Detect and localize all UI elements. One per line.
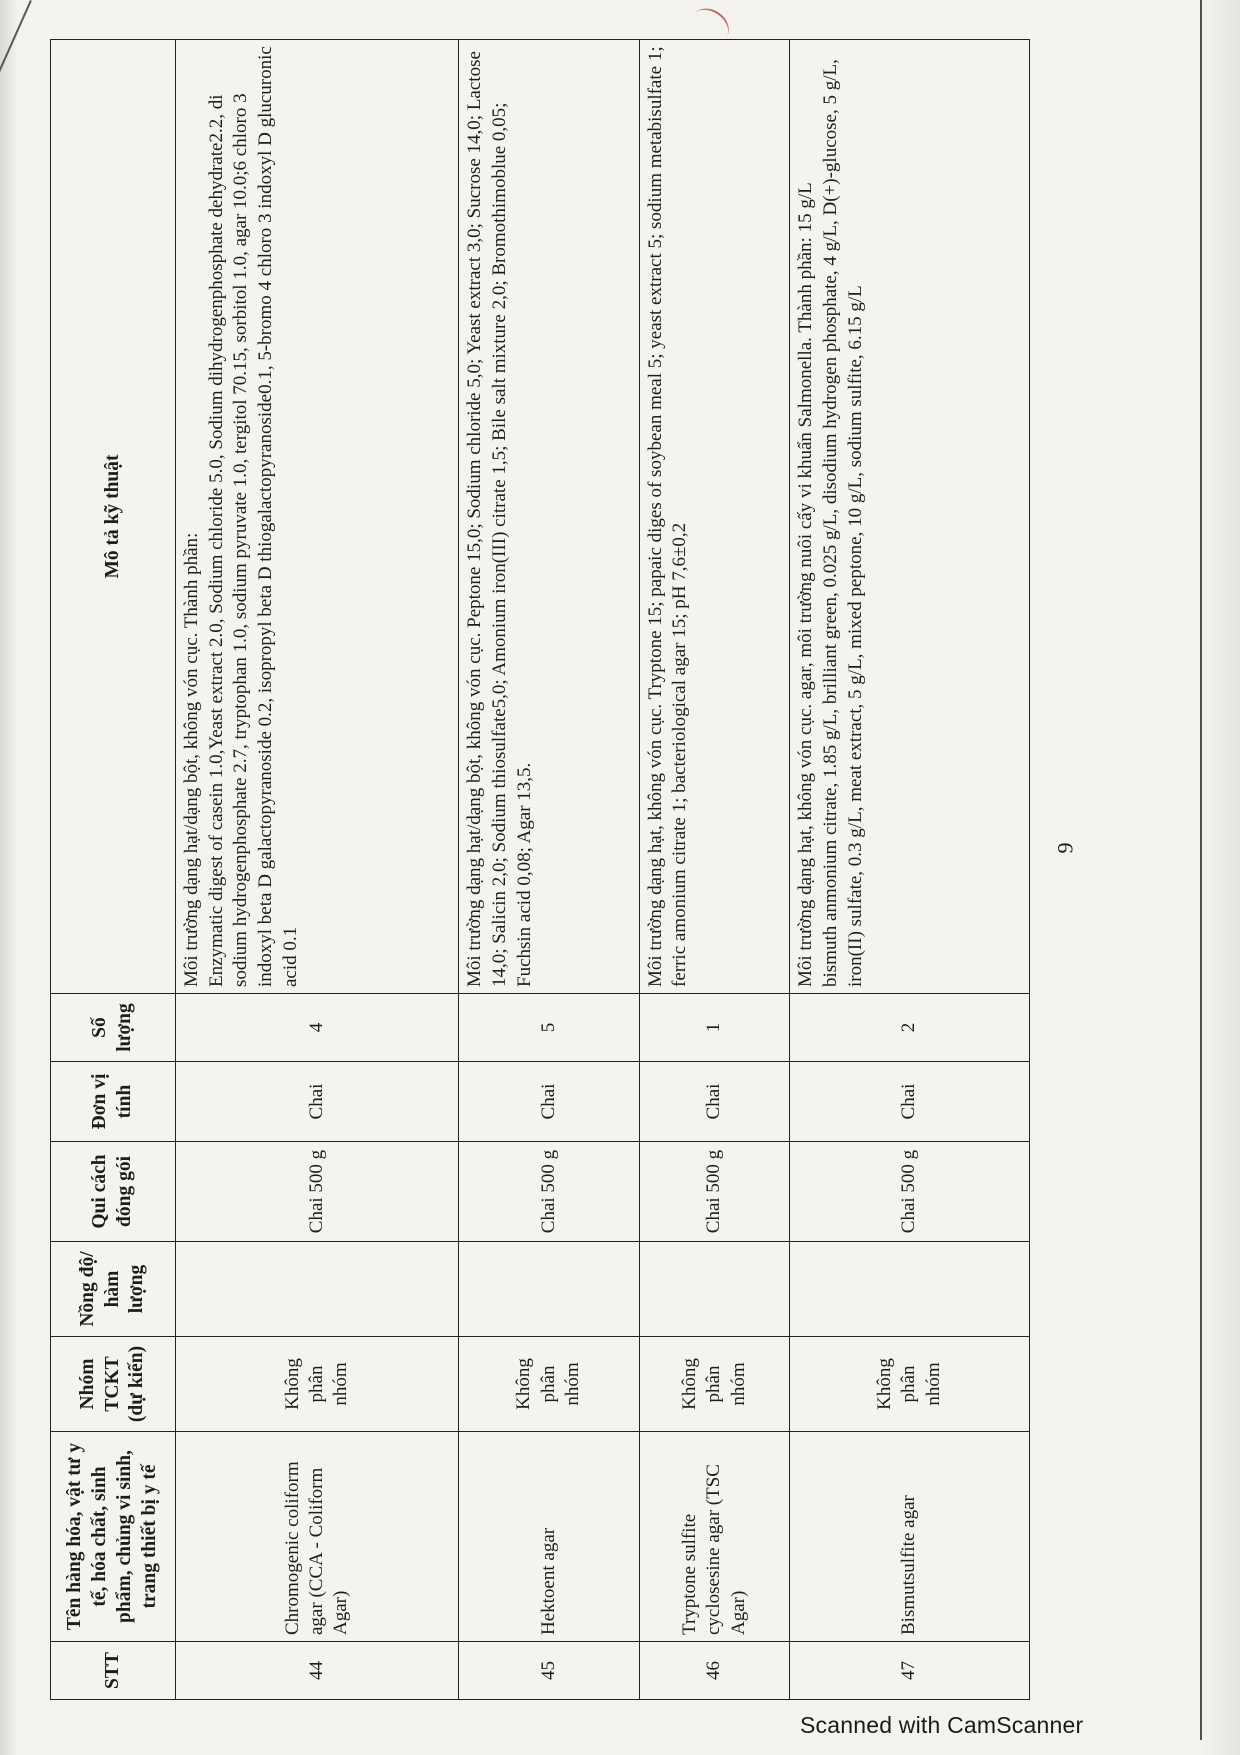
table-row [790, 40, 1030, 1700]
cell-description [176, 40, 459, 994]
table-row [639, 40, 790, 1700]
table-row [459, 40, 639, 1700]
header-unit: Đơn vị tính [51, 1062, 176, 1142]
table-row [176, 40, 459, 1700]
header-quantity: Số lượng [51, 994, 176, 1062]
cell-unit: Chai [790, 1062, 1030, 1142]
cell-packaging: Chai 500 g [176, 1142, 459, 1242]
cell-description [459, 40, 639, 994]
scan-shadow-left [0, 0, 18, 1755]
scanner-watermark: Scanned with CamScanner [800, 1712, 1084, 1738]
specification-table [50, 39, 1030, 1700]
description-line: Môi trường dạng hạt/dạng bột, không vón cục. Peptone 15,0; Sodium chloride 5,0; Yeast extract 3,0; Sucrose 14,0; Lactose 14,0; Salicin 2,0; Sodium thiosulfate5,0; Amonium iron(III) citrate 1,5; Bile salt mixture 2,0; Bromothimoblue 0,05; Fuchsin acid 0,08; Agar 13,5. [464, 51, 535, 987]
cell-group: Không phân nhóm [459, 1337, 639, 1432]
cell-description [639, 40, 790, 994]
rotated-page-content [50, 40, 1030, 1700]
description-line: Môi trường dạng hạt/dạng bột, không vón cục. Thành phần: [181, 532, 202, 987]
scan-shadow-right [1200, 0, 1240, 1755]
description-line: Môi trường dạng hạt, không vón cục. Tryptone 15; papaic diges of soybean meal 5; yeast extract 5; sodium metabisulfate 1; ferric amonium citrate 1; bacteriological agar 15; pH 7,6±0,2 [644, 46, 691, 987]
header-group: Nhóm TCKT (dự kiến) [51, 1337, 176, 1432]
header-stt: STT [51, 1642, 176, 1700]
header-name: Tên hàng hóa, vật tư y tế, hóa chất, sinh phẩm, chủng vi sinh, trang thiết bị y tế [51, 1432, 176, 1642]
description-line: Enzymatic digest of casein 1.0,Yeast extract 2.0, Sodium chloride 5.0, Sodium dihydrogenphosphate dehydrate2.2, di sodium hydrogenphosphate 2.7, tryptophan 1.0, sodium pyruvate 1.0, tergitol 70.15, sorbitol 1.0, agar 10.0;6 chloro 3 indoxyl beta D galactopyranoside 0.2, isopropyl beta D thiogalactopyranoside0.1, 5-bromo 4 chloro 3 indoxyl D glucuronic acid 0.1 [205, 46, 301, 987]
cell-packaging: Chai 500 g [639, 1142, 790, 1242]
cell-concentration [176, 1242, 459, 1337]
cell-description [790, 40, 1030, 994]
cell-name: Chromogenic coliform agar (CCA - Coliform Agar) [176, 1432, 459, 1642]
cell-name: Bismutsulfite agar [790, 1432, 1030, 1642]
cell-quantity: 5 [459, 994, 639, 1062]
page-edge-line [1200, 0, 1202, 1740]
header-packaging: Qui cách đóng gói [51, 1142, 176, 1242]
cell-stt: 47 [790, 1642, 1030, 1700]
cell-name: Hektoent agar [459, 1432, 639, 1642]
cell-group: Không phân nhóm [176, 1337, 459, 1432]
header-description: Mô tả kỹ thuật [51, 40, 176, 994]
cell-concentration [459, 1242, 639, 1337]
cell-quantity: 4 [176, 994, 459, 1062]
cell-concentration [790, 1242, 1030, 1337]
cell-quantity: 1 [639, 994, 790, 1062]
cell-quantity: 2 [790, 994, 1030, 1062]
cell-stt: 44 [176, 1642, 459, 1700]
cell-stt: 46 [639, 1642, 790, 1700]
cell-packaging: Chai 500 g [790, 1142, 1030, 1242]
cell-packaging: Chai 500 g [459, 1142, 639, 1242]
cell-group: Không phân nhóm [790, 1337, 1030, 1432]
page-number: 9 [1052, 842, 1078, 854]
cell-name: Tryptone sulfite cyclosesine agar (TSC Agar) [639, 1432, 790, 1642]
cell-group: Không phân nhóm [639, 1337, 790, 1432]
description-line: Môi trường dạng hạt, không vón cục. agar, môi trường nuôi cấy vi khuẩn Salmonella. Thành phần: 15 g/L [795, 182, 817, 987]
description-line: bismuth anmonium citrate, 1.85 g/L, brilliant green, 0.025 g/L, disodium hydrogen phosphate, 4 g/L, D(+)-glucose, 5 g/L, iron(II) sulfate, 0.3 g/L, meat extract, 5 g/L, mixed peptone, 10 g/L, sodium sulfite, 6.15 g/L [819, 59, 866, 987]
cell-stt: 45 [459, 1642, 639, 1700]
cell-unit: Chai [176, 1062, 459, 1142]
cell-unit: Chai [459, 1062, 639, 1142]
table-header-row [51, 40, 176, 1700]
header-concentration: Nồng độ/ hàm lượng [51, 1242, 176, 1337]
cell-unit: Chai [639, 1062, 790, 1142]
cell-concentration [639, 1242, 790, 1337]
